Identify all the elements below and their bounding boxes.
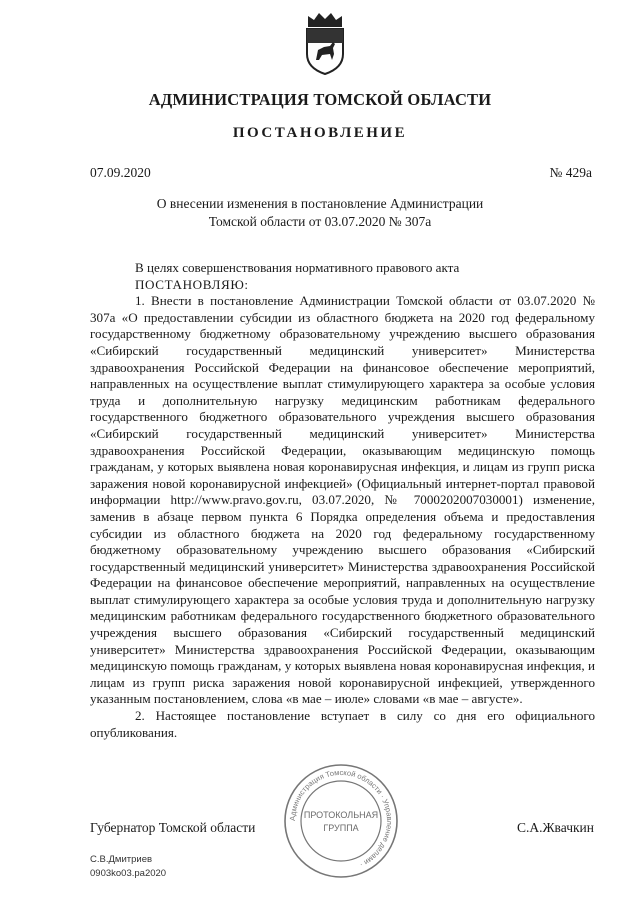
organization-name: АДМИНИСТРАЦИЯ ТОМСКОЙ ОБЛАСТИ (148, 90, 492, 109)
item-2-paragraph: 2. Настоящее постановление вступает в силу со дня его официального опубликования. (90, 708, 595, 740)
document-code: 0903ko03.pa2020 (90, 868, 167, 879)
document-date: 07.09.2020 (90, 165, 151, 180)
round-stamp-icon (282, 762, 400, 880)
document-subject (0, 195, 640, 231)
tomsk-coat-of-arms-icon (302, 10, 348, 78)
document-body (90, 260, 595, 741)
subject-line-2: Томской области от 03.07.2020 № 307а (208, 214, 432, 229)
signatory-name: С.А.Жвачкин (516, 820, 594, 835)
resolve-heading: ПОСТАНОВЛЯЮ: (135, 276, 249, 292)
subject-line-1: О внесении изменения в постановление Администрации (156, 196, 484, 211)
executor-name: С.В.Дмитриев (90, 854, 153, 865)
stamp-center-line-2: ГРУППА (323, 823, 359, 833)
item-1-paragraph: 1. Внести в постановление Администрации Томской области от 03.07.2020 № 307а «О предоставлении субсидии из областного бюджета на 2020 год федеральному государственному бюджетному образовательному учреждению высшего образования «Сибирский государственный медицинский университет» Министерства здравоохранения Российской Федерации на финансовое обеспечение мероприятий, направленных на осуществление выплат стимулирующего характера за особые условия труда и дополнительную нагрузку медицинским работникам федерального государственного бюджетного образовательного учреждения высшего образования «Сибирский государственный медицинский университет» Министерства здравоохранения Российской Федерации, оказывающим медицинскую помощь гражданам, у которых выявлена новая коронавирусная инфекция, и лицам из групп риска заражения новой коронавирусной инфекцией» (Официальный интернет-портал правовой информации http://www.pravo.gov.ru, 03.07.2020, № 7000202007030001) изменение, заменив в абзаце первом пункта 6 Порядка определения объема и предоставления субсидии из областного бюджета на 2020 год федеральному государственному бюджетному образовательному учреждению высшего образования «Сибирский государственный медицинский университет» Министерства здравоохранения Российской Федерации на финансовое обеспечение мероприятий, направленных на осуществление выплат стимулирующего характера за особые условия труда и дополнительную нагрузку медицинским работникам федерального государственного бюджетного образовательного учреждения высшего образования «Сибирский государственный медицинский университет» Министерства здравоохранения Российской Федерации, оказывающим медицинскую помощь гражданам, у которых выявлена новая коронавирусная инфекция, и лицам из групп риска заражения новой коронавирусной инфекцией, утвержденного указанным постановлением, слова «в мае – июле» словами «в мае – августе». (90, 293, 595, 707)
preamble: В целях совершенствования нормативного правового акта (135, 260, 460, 275)
signatory-title: Губернатор Томской области (90, 820, 256, 835)
document-number: № 429а (549, 165, 592, 180)
stamp-ring-text: Администрация Томской области · Управление делами · (287, 767, 395, 870)
document-type: ПОСТАНОВЛЕНИЕ (232, 125, 408, 141)
stamp-center-line-1: ПРОТОКОЛЬНАЯ (303, 810, 379, 820)
